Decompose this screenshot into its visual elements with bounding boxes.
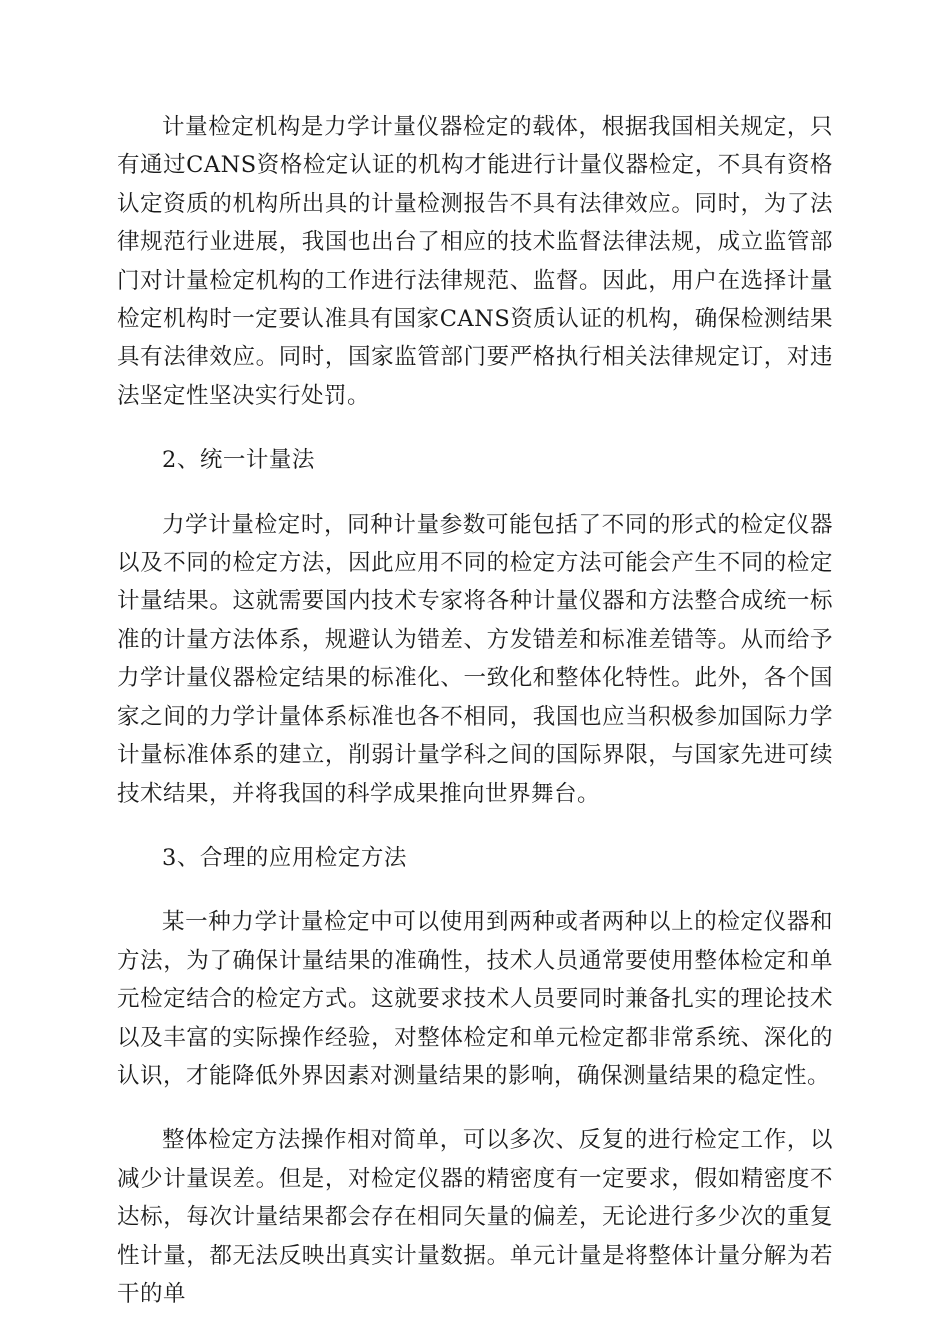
paragraph-verification-methods: 某一种力学计量检定中可以使用到两种或者两种以上的检定仪器和方法，为了确保计量结果的准确性，技术人员通常要使用整体检定和单元检定结合的检定方式。这就要求技术人员要同时兼备扎实的理论技术以及丰富的实际操作经验，对整体检定和单元检定都非常系统、深化的认识，才能降低外界因素对测量结果的影响，确保测量结果的稳定性。: [117, 909, 833, 1089]
paragraph-unified-metrology: 力学计量检定时，同种计量参数可能包括了不同的形式的检定仪器以及不同的检定方法，因此应用不同的检定方法可能会产生不同的检定计量结果。这就需要国内技术专家将各种计量仪器和方法整合成统一标准的计量方法体系，规避认为错差、方发错差和标准差错等。从而给予力学计量仪器检定结果的标准化、一致化和整体化特性。此外，各个国家之间的力学计量体系标准也各不相同，我国也应当积极参加国际力学计量标准体系的建立，削弱计量学科之间的国际界限，与国家先进可续技术结果，并将我国的科学成果推向世界舞台。: [117, 511, 833, 807]
document-page: [117, 108, 833, 1313]
paragraph-cans-certification: 计量检定机构是力学计量仪器检定的载体，根据我国相关规定，只有通过CANS资格检定认证的机构才能进行计量仪器检定，不具有资格认定资质的机构所出具的计量检测报告不具有法律效应。同时，为了法律规范行业进展，我国也出台了相应的技术监督法律法规，成立监管部门对计量检定机构的工作进行法律规范、监督。因此，用户在选择计量检定机构时一定要认准具有国家CANS资质认证的机构，确保检测结果具有法律效应。同时，国家监管部门要严格执行相关法律规定订，对违法坚定性坚决实行处罚。: [117, 114, 833, 409]
section-heading-verification-methods: 3、合理的应用检定方法: [162, 844, 407, 871]
paragraph-overall-verification: 整体检定方法操作相对简单，可以多次、反复的进行检定工作，以减少计量误差。但是，对检定仪器的精密度有一定要求，假如精密度不达标，每次计量结果都会存在相同矢量的偏差，无论进行多少次的重复性计量，都无法反映出真实计量数据。单元计量是将整体计量分解为若干的单: [117, 1127, 833, 1307]
section-heading-unified-metrology: 2、统一计量法: [162, 447, 315, 474]
